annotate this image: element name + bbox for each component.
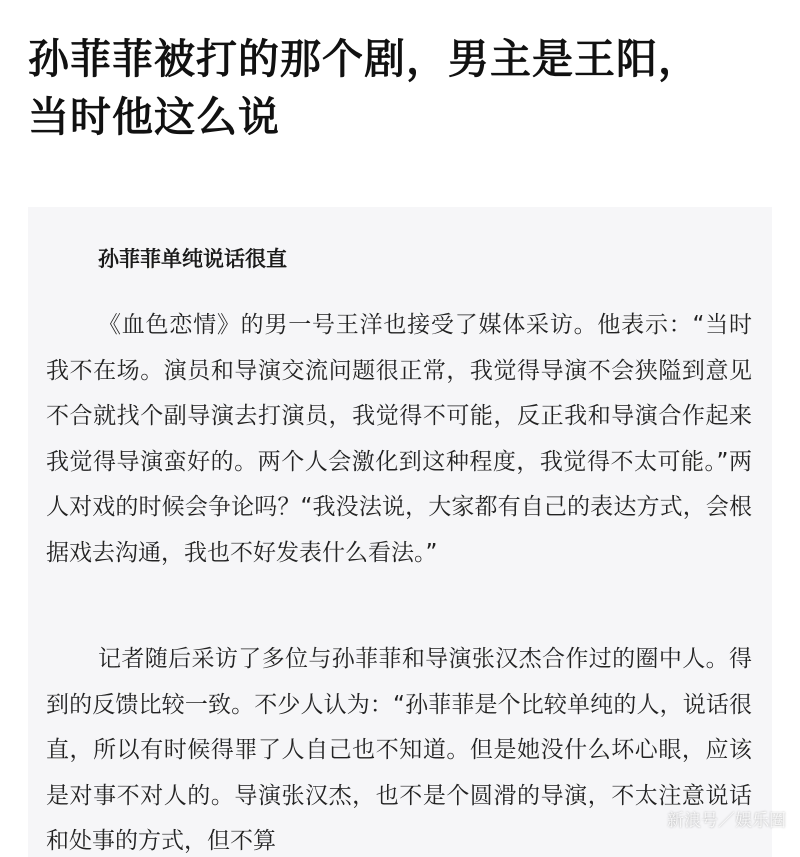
- paragraph-1: 《血色恋情》的男一号王洋也接受了媒体采访。他表示：“当时我不在场。演员和导演交流问题很正常，我觉得导演不会狭隘到意见不合就找个副导演去打演员，我觉得不可能，反正我和导演合作起来我觉得导演蛮好的。两个人会激化到这种程度，我觉得不太可能。”两人对戏的时候会争论吗？“我没法说，大家都有自己的表达方式，会根据戏去沟通，我也不好发表什么看法。”: [46, 312, 752, 566]
- card-heading: 孙菲菲单纯说话很直: [98, 247, 287, 271]
- quote-card: [28, 207, 772, 857]
- paragraph-2: 记者随后采访了多位与孙菲菲和导演张汉杰合作过的圈中人。得到的反馈比较一致。不少人认为：“孙菲菲是个比较单纯的人，说话很直，所以有时候得罪了人自己也不知道。但是她没什么坏心眼，应该是对事不对人的。导演张汉杰，也不是个圆滑的导演，不太注意说话和处事的方式，但不算: [46, 646, 752, 854]
- article-headline: 孙菲菲被打的那个剧，男主是王阳，当时他这么说: [28, 35, 700, 141]
- watermark: 新浪号／娱乐圈: [667, 811, 786, 831]
